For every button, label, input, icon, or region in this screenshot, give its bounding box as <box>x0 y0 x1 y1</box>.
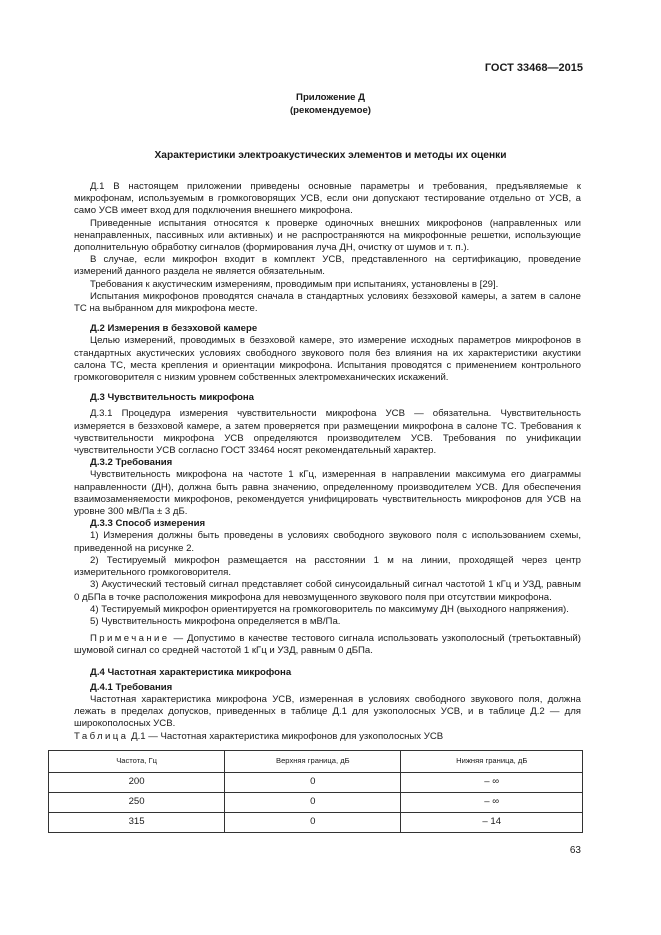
table-cell: 0 <box>225 792 401 812</box>
standard-number: ГОСТ 33468—2015 <box>484 62 583 74</box>
d3-heading: Д.3 Чувствительность микрофона <box>90 392 254 404</box>
header-frequency: Частота, Гц <box>49 750 225 772</box>
header-lower-limit: Нижняя граница, дБ <box>401 750 583 772</box>
page-number: 63 <box>569 845 581 856</box>
table-cell: – 14 <box>401 812 583 832</box>
table-row <box>49 812 583 832</box>
d3-step-4: 4) Тестируемый микрофон ориентируется на громкоговоритель по максимуму ДН (выходного напряжения). <box>90 603 569 615</box>
frequency-table <box>48 750 583 833</box>
appendix-title: Приложение Д <box>296 92 365 103</box>
table-cell: – ∞ <box>401 792 583 812</box>
d3-step-5: 5) Чувствительность микрофона определяется в мВ/Па. <box>90 615 341 627</box>
d3-paragraph-2: Чувствительность микрофона на частоте 1 кГц, измеренная в направлении максимума его диаграммы направленности (ДН), должна быть равна значению, определенному производителем УСВ. Для обеспечения взаимозаменяемости микрофонов, рекомендуется унифицировать чувствительность микрофонов для УСВ на уровне 300 мВ/Па ± 3 дБ. <box>74 469 581 518</box>
appendix-heading <box>0 91 661 117</box>
document-body <box>74 181 581 833</box>
section-title: Характеристики электроакустических элементов и методы их оценки <box>154 150 507 161</box>
table-header-row <box>49 750 583 772</box>
d2-paragraph-1: Целью измерений, проводимых в безэховой камере, это измерение исходных параметров микрофонов в стандартных акустических условиях свободного звукового поля без влияния на их характеристики акустики салона ТС, места крепления и ориентации микрофона. Испытания проводятся с применением контрольного громкоговорителя с низким уровнем собственных электромеханических искажений. <box>74 335 581 384</box>
d1-paragraph-3: В случае, если микрофон входит в комплект УСВ, представленного на сертификацию, проведение измерений данного раздела не является обязательным. <box>74 254 581 278</box>
table-row <box>49 772 583 792</box>
table-cell: 200 <box>49 772 225 792</box>
table-cell: – ∞ <box>401 772 583 792</box>
d1-paragraph-2: Приведенные испытания относятся к проверке одиночных внешних микрофонов (направленных или ненаправленных, пассивных или активных) и не распространяются на микрофонные решетки, использующие дополнительную обработку сигналов (формирования луча ДН, очистку от шумов и т. п.). <box>74 217 581 254</box>
d3-3-heading: Д.3.3 Способ измерения <box>90 518 206 530</box>
d4-1-heading: Д.4.1 Требования <box>90 681 173 693</box>
header-upper-limit: Верхняя граница, дБ <box>225 750 401 772</box>
d3-2-heading: Д.3.2 Требования <box>90 457 173 469</box>
table-cell: 0 <box>225 772 401 792</box>
d4-heading: Д.4 Частотная характеристика микрофона <box>90 666 292 678</box>
note-text: — Допустимо в качестве тестового сигнала использовать узкополосный (третьоктавный) шумовой сигнал со средней частотой 1 кГц и УЗД, равным 0 дБПа. <box>74 633 581 657</box>
d2-heading: Д.2 Измерения в безэховой камере <box>90 323 258 335</box>
d1-paragraph-5: Испытания микрофонов проводятся сначала в стандартных условиях безэховой камеры, а затем в салоне ТС на выбранном для микрофона месте. <box>74 290 581 315</box>
table-cell: 250 <box>49 792 225 812</box>
d3-step-1: 1) Измерения должны быть проведены в условиях свободного звукового поля с использованием схемы, приведенной на рисунке 2. <box>74 530 581 554</box>
note-label: Примечание <box>90 633 170 645</box>
d3-step-3: 3) Акустический тестовый сигнал представляет собой синусоидальный сигнал частотой 1 кГц и УЗД, равным 0 дБПа в точке расположения микрофона для невозмущенного звукового поля при отсутствии микрофона. <box>74 579 581 603</box>
table-row <box>49 792 583 812</box>
table-cell: 315 <box>49 812 225 832</box>
d3-step-2: 2) Тестируемый микрофон размещается на расстоянии 1 м на линии, проходящей через центр измерительного громкоговорителя. <box>74 554 581 579</box>
d4-paragraph-1: Частотная характеристика микрофона УСВ, измеренная в условиях свободного звукового поля, должна лежать в пределах допусков, приведенных в таблице Д.1 для узкополосных УСВ, и в таблице Д.2 — для широкополосных УСВ. <box>74 693 581 730</box>
d1-paragraph-1: Д.1 В настоящем приложении приведены основные параметры и требования, предъявляемые к микрофонам, используемым в громкоговорящих УСВ, если они допускают тестирование отдельно от УСВ, а само УСВ имеет вход для подключения внешнего микрофона. <box>74 181 581 217</box>
table-caption-label: Таблица <box>74 730 129 742</box>
appendix-status: (рекомендуемое) <box>289 105 371 116</box>
table-caption-text: Д.1 — Частотная характеристика микрофонов для узкополосных УСВ <box>128 730 444 742</box>
note <box>74 633 581 657</box>
d1-paragraph-4: Требования к акустическим измерениям, проводимым при испытаниях, установлены в [29]. <box>90 278 499 290</box>
d3-paragraph-1: Д.3.1 Процедура измерения чувствительности микрофона УСВ — обязательна. Чувствительность измеряется в безэховой камере, а затем проверяется при размещении микрофона в салоне ТС. Требования к чувствительности микрофона УСВ определяются производителем УСВ. Требования по унификации чувствительности УСВ согласно ГОСТ 33464 носят рекомендательный характер. <box>74 408 581 457</box>
table-cell: 0 <box>225 812 401 832</box>
table-caption <box>74 731 581 743</box>
